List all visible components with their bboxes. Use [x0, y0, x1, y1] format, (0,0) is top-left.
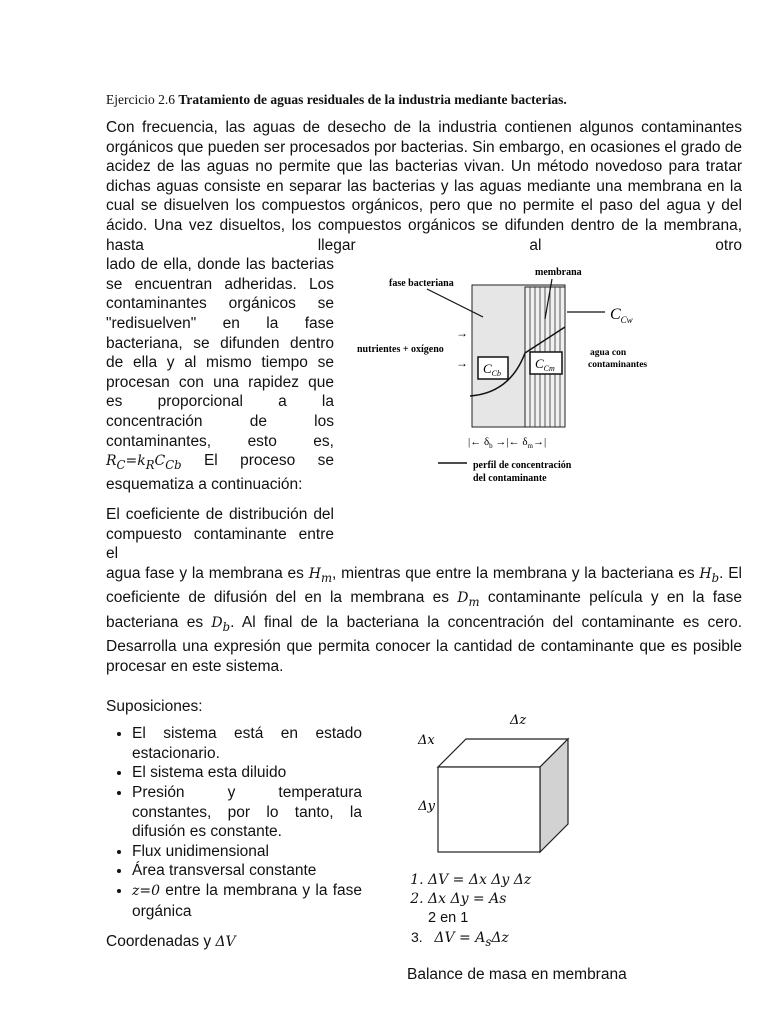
balance-caption: Balance de masa en membrana — [407, 966, 627, 984]
arrow-icon: → — [456, 356, 468, 371]
list-item: • Área transversal constante — [132, 861, 362, 881]
list-item: • El sistema está en estado estacionario. — [132, 724, 362, 763]
title-prefix: Ejercicio 2.6 — [106, 92, 175, 107]
list-item: • Flux unidimensional — [132, 842, 362, 862]
equations-list — [400, 871, 627, 909]
dx-label: Δx — [418, 733, 435, 749]
text-figure-row — [106, 255, 742, 564]
title-bold: Tratamiento de aguas residuales de la industria mediante bacterias. — [178, 92, 567, 107]
thickness-labels: |← $\delta_b$ →|← $\delta_m\to|$ — [468, 436, 547, 451]
assumptions-list — [108, 724, 362, 921]
list-item: • El sistema esta diluido — [132, 763, 362, 783]
equation: 2. Δx Δy = As — [428, 890, 627, 909]
coordenadas-text: Coordenadas y ΔV — [106, 933, 236, 951]
dy-label: Δy — [418, 799, 435, 815]
arrow-icon: → — [456, 326, 468, 341]
fase-label: fase bacteriana — [389, 278, 454, 290]
document-flow — [106, 0, 742, 984]
ccw-label: $C_{Cw}$ — [610, 306, 633, 326]
perfil-label: perfil de concentración — [473, 460, 572, 472]
perfil-label-2: del contaminante — [473, 473, 547, 485]
volume-column — [400, 704, 627, 984]
paragraph-2: agua fase y la membrana es $H_m$, mientras que entre la membrana y la bacteriana es $H_b$. El coeficiente de difusión del en la membrana es $D_m$ contaminante película y en la fase bacteriana es $D_b$. Al final de la bacteriana la concentración del contaminante es cero. Desarrolla una expresión que permita conocer la cantidad de contaminante que es posible procesar en este sistema. — [106, 564, 743, 675]
nutrientes-label: nutrientes + oxígeno — [357, 344, 444, 356]
dz-label: Δz — [510, 713, 527, 729]
equation: 1. ΔV = Δx Δy Δz — [428, 871, 627, 890]
exercise-title — [106, 92, 742, 108]
membrana-label: membrana — [535, 267, 582, 279]
equation-3: 3. $\Delta V = A_s\Delta z$ — [411, 929, 509, 950]
ccm-label: $C_{Cm}$ — [535, 356, 555, 374]
assumptions-column — [106, 724, 362, 951]
volume-element-cube — [400, 704, 580, 862]
list-item: • z=0 entre la membrana y la fase orgánica — [132, 881, 362, 921]
paragraph-1-narrow — [106, 255, 334, 495]
suposiciones-heading: Suposiciones: — [106, 698, 203, 716]
paragraph-2-narrow: El coeficiente de distribución del compuesto contaminante entre el — [106, 506, 334, 563]
p1-end: El proceso se esquematiza a continuación: — [106, 452, 334, 494]
paragraph-1: Con frecuencia, las aguas de desecho de la industria contienen algunos contaminantes orgánicos que pueden ser procesados por bacterias. Sin embargo, en ocasiones el grado de acidez de las aguas no permite que las bacterias vivan. Un método novedoso para tratar dichas aguas consiste en separar las bacterias y las aguas mediante una membrana en la cual se disuelven los compuestos orgánicos, pero que no permite el paso del agua y del ácido. Una vez disueltos, los compuestos orgánicos se difunden dentro de la membrana, hasta llegar al otro — [106, 119, 742, 254]
ccb-label: $C_{Cb}$ — [483, 361, 502, 379]
rate-equation: $R_C=k_RC_{Cb}$ — [106, 453, 182, 472]
contaminantes-label: contaminantes — [588, 360, 648, 371]
assumptions-row — [106, 713, 742, 984]
list-item: • Presión y temperatura constantes, por lo tanto, la difusión es constante. — [132, 783, 362, 842]
narrow-column — [106, 255, 334, 564]
membrane-diagram — [355, 255, 665, 495]
p1-text: lado de ella, donde las bacterias se encuentran adheridas. Los contaminantes orgánicos se "redisuelven" en la fase bacteriana, se difunden dentro de ella y al mismo tiempo se procesan con una rapidez que es proporcional a la concentración de los contaminantes, esto es, — [106, 256, 334, 450]
agua-label: agua con — [590, 348, 627, 359]
equation-note: 2 en 1 — [428, 910, 469, 927]
